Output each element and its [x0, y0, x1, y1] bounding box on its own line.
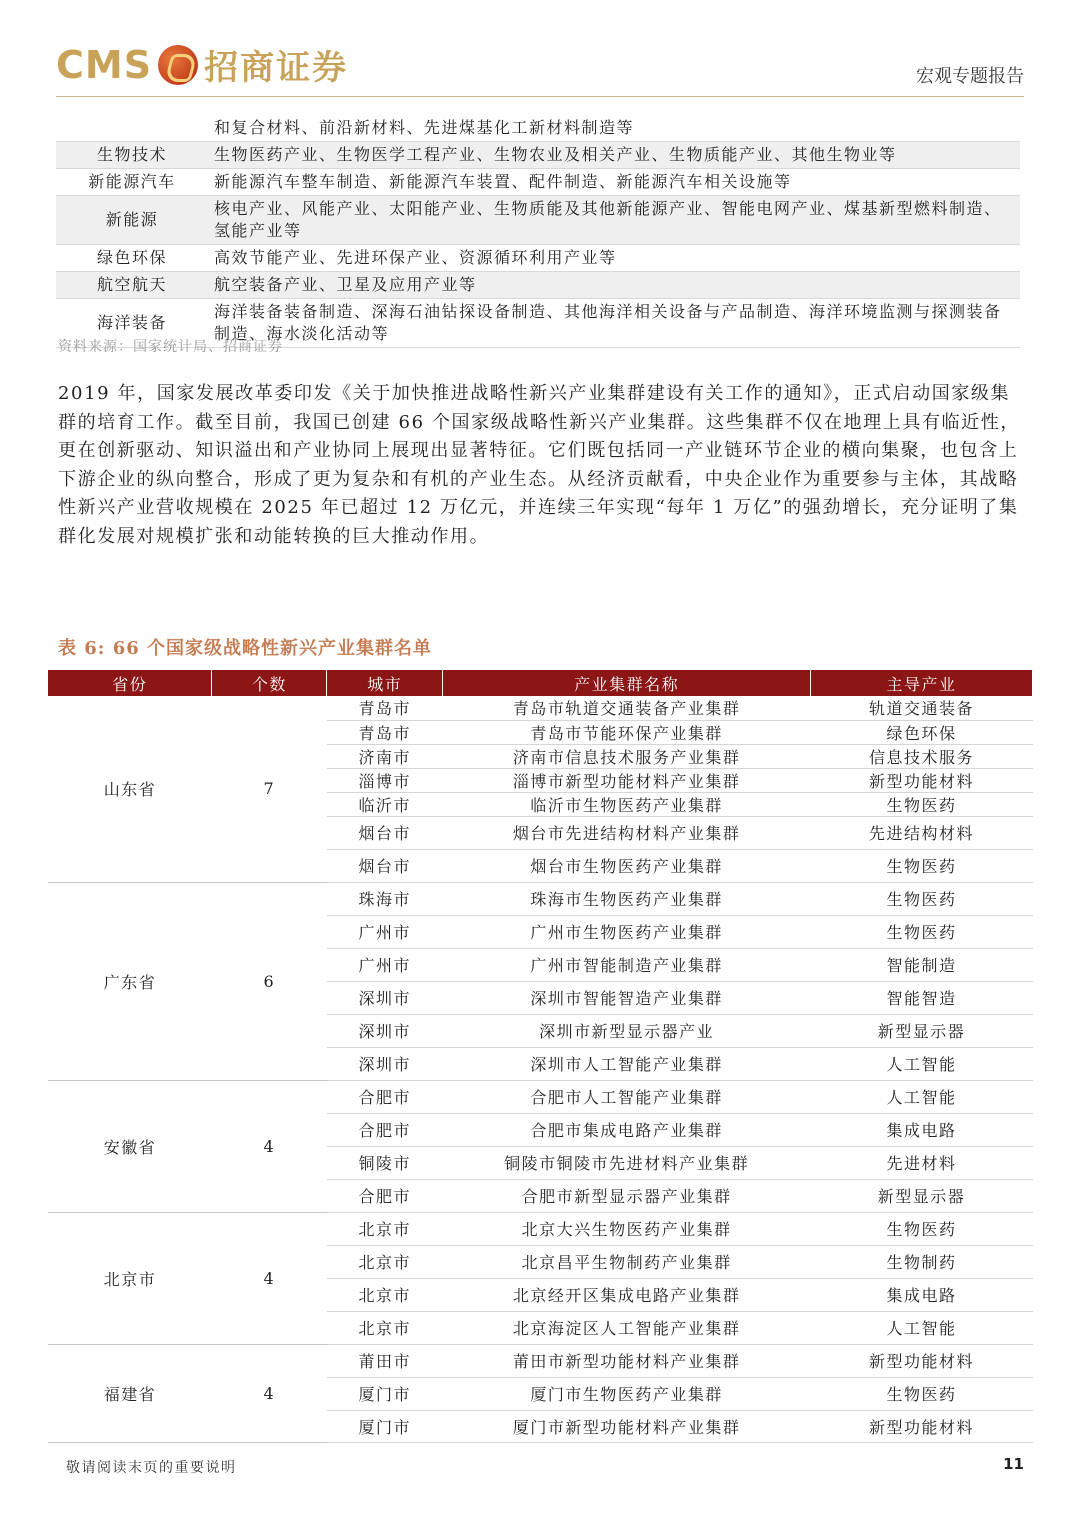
cluster-cell: 淄博市新型功能材料产业集群 — [443, 768, 811, 792]
header-count: 个数 — [212, 670, 327, 696]
category-row — [56, 115, 1020, 142]
table-row — [48, 696, 1033, 720]
industry-cell: 信息技术服务 — [811, 744, 1033, 768]
cluster-cell: 厦门市新型功能材料产业集群 — [443, 1410, 811, 1442]
city-cell: 珠海市 — [327, 882, 443, 915]
province-cell: 北京市 — [48, 1212, 212, 1344]
industry-cell: 集成电路 — [811, 1113, 1033, 1146]
cluster-cell: 北京大兴生物医药产业集群 — [443, 1212, 811, 1245]
cluster-cell: 珠海市生物医药产业集群 — [443, 882, 811, 915]
category-content: 和复合材料、前沿新材料、先进煤基化工新材料制造等 — [208, 115, 1020, 142]
cluster-cell: 合肥市新型显示器产业集群 — [443, 1179, 811, 1212]
industry-cell: 新型功能材料 — [811, 1410, 1033, 1442]
category-content: 新能源汽车整车制造、新能源汽车装置、配件制造、新能源汽车相关设施等 — [208, 169, 1020, 196]
cluster-cell: 青岛市节能环保产业集群 — [443, 720, 811, 744]
province-cell: 广东省 — [48, 882, 212, 1080]
category-content: 海洋装备装备制造、深海石油钻探设备制造、其他海洋相关设备与产品制造、海洋环境监测与探测装备制造、海水淡化活动等 — [208, 299, 1020, 348]
city-cell: 合肥市 — [327, 1113, 443, 1146]
industry-cell: 生物制药 — [811, 1245, 1033, 1278]
industry-cell: 人工智能 — [811, 1080, 1033, 1113]
city-cell: 合肥市 — [327, 1080, 443, 1113]
category-name: 海洋装备 — [56, 299, 208, 348]
category-name: 绿色环保 — [56, 245, 208, 272]
city-cell: 烟台市 — [327, 816, 443, 849]
city-cell: 北京市 — [327, 1311, 443, 1344]
city-cell: 厦门市 — [327, 1377, 443, 1410]
city-cell: 青岛市 — [327, 720, 443, 744]
cluster-cell: 莆田市新型功能材料产业集群 — [443, 1344, 811, 1377]
header-divider — [56, 96, 1024, 97]
count-cell: 4 — [212, 1344, 327, 1442]
cluster-cell: 青岛市轨道交通装备产业集群 — [443, 696, 811, 720]
category-name: 航空航天 — [56, 272, 208, 299]
city-cell: 青岛市 — [327, 696, 443, 720]
cluster-cell: 铜陵市铜陵市先进材料产业集群 — [443, 1146, 811, 1179]
count-cell: 4 — [212, 1080, 327, 1212]
logo-chinese-text: 招商证券 — [204, 48, 349, 88]
industry-cell: 新型功能材料 — [811, 768, 1033, 792]
city-cell: 深圳市 — [327, 1014, 443, 1047]
city-cell: 北京市 — [327, 1278, 443, 1311]
category-name: 新能源 — [56, 196, 208, 245]
header-industry: 主导产业 — [811, 670, 1033, 696]
city-cell: 广州市 — [327, 915, 443, 948]
page-number: 11 — [1003, 1455, 1024, 1473]
city-cell: 铜陵市 — [327, 1146, 443, 1179]
cluster-list-table — [48, 670, 1033, 1443]
count-cell: 4 — [212, 1212, 327, 1344]
cluster-cell: 深圳市人工智能产业集群 — [443, 1047, 811, 1080]
city-cell: 广州市 — [327, 948, 443, 981]
table-row — [48, 1344, 1033, 1377]
header-city: 城市 — [327, 670, 443, 696]
table-row — [48, 882, 1033, 915]
industry-cell: 集成电路 — [811, 1278, 1033, 1311]
category-row — [56, 169, 1020, 196]
province-cell: 福建省 — [48, 1344, 212, 1442]
city-cell: 合肥市 — [327, 1179, 443, 1212]
industry-cell: 生物医药 — [811, 792, 1033, 816]
count-cell: 6 — [212, 882, 327, 1080]
category-row — [56, 196, 1020, 245]
city-cell: 北京市 — [327, 1212, 443, 1245]
cluster-cell: 北京经开区集成电路产业集群 — [443, 1278, 811, 1311]
city-cell: 莆田市 — [327, 1344, 443, 1377]
city-cell: 深圳市 — [327, 1047, 443, 1080]
cluster-cell: 济南市信息技术服务产业集群 — [443, 744, 811, 768]
cluster-cell: 广州市生物医药产业集群 — [443, 915, 811, 948]
category-name — [56, 115, 208, 142]
category-content: 核电产业、风能产业、太阳能产业、生物质能及其他新能源产业、智能电网产业、煤基新型燃料制造、氢能产业等 — [208, 196, 1020, 245]
industry-cell: 人工智能 — [811, 1047, 1033, 1080]
industry-cell: 智能制造 — [811, 948, 1033, 981]
cluster-cell: 合肥市集成电路产业集群 — [443, 1113, 811, 1146]
cluster-cell: 烟台市先进结构材料产业集群 — [443, 816, 811, 849]
industry-cell: 新型功能材料 — [811, 1344, 1033, 1377]
category-content: 高效节能产业、先进环保产业、资源循环利用产业等 — [208, 245, 1020, 272]
category-name: 新能源汽车 — [56, 169, 208, 196]
city-cell: 北京市 — [327, 1245, 443, 1278]
cluster-cell: 深圳市智能智造产业集群 — [443, 981, 811, 1014]
report-type: 宏观专题报告 — [916, 66, 1024, 87]
cluster-cell: 深圳市新型显示器产业 — [443, 1014, 811, 1047]
industry-cell: 生物医药 — [811, 849, 1033, 882]
cluster-cell: 北京海淀区人工智能产业集群 — [443, 1311, 811, 1344]
industry-cell: 新型显示器 — [811, 1014, 1033, 1047]
category-row — [56, 272, 1020, 299]
city-cell: 烟台市 — [327, 849, 443, 882]
city-cell: 济南市 — [327, 744, 443, 768]
industry-cell: 生物医药 — [811, 882, 1033, 915]
industry-cell: 生物医药 — [811, 1377, 1033, 1410]
city-cell: 厦门市 — [327, 1410, 443, 1442]
category-content: 生物医药产业、生物医学工程产业、生物农业及相关产业、生物质能产业、其他生物业等 — [208, 142, 1020, 169]
industry-cell: 人工智能 — [811, 1311, 1033, 1344]
industry-cell: 生物医药 — [811, 915, 1033, 948]
industry-cell: 绿色环保 — [811, 720, 1033, 744]
category-row — [56, 142, 1020, 169]
cluster-cell: 北京昌平生物制药产业集群 — [443, 1245, 811, 1278]
industry-cell: 轨道交通装备 — [811, 696, 1033, 720]
industry-category-table — [56, 115, 1020, 348]
table6-title: 表 6: 66 个国家级战略性新兴产业集群名单 — [58, 638, 433, 659]
body-paragraph: 2019 年，国家发展改革委印发《关于加快推进战略性新兴产业集群建设有关工作的通知》，正式启动国家级集群的培育工作。截至目前，我国已创建 66 个国家级战略性新兴产业集群。这些集群不仅在地理上具有临近性，更在创新驱动、知识溢出和产业协同上展现出显著特征。它们既包括同一产业链环节企业的横向集聚，也包含上下游企业的纵向整合，形成了更为复杂和有机的产业生态。从经济贡献看，中央企业作为重要参与主体，其战略性新兴产业营收规模在 2025 年已超过 12 万亿元，并连续三年实现“每年 1 万亿”的强劲增长，充分证明了集群化发展对规模扩张和动能转换的巨大推动作用。 — [58, 383, 1020, 547]
city-cell: 深圳市 — [327, 981, 443, 1014]
cluster-cell: 厦门市生物医药产业集群 — [443, 1377, 811, 1410]
industry-cell: 先进结构材料 — [811, 816, 1033, 849]
footer-disclaimer: 敬请阅读末页的重要说明 — [66, 1460, 237, 1476]
category-content: 航空装备产业、卫星及应用产业等 — [208, 272, 1020, 299]
header-cluster: 产业集群名称 — [443, 670, 811, 696]
count-cell: 7 — [212, 696, 327, 882]
logo-latin-text: CMS — [56, 42, 153, 87]
page-header — [0, 0, 1080, 100]
province-cell: 安徽省 — [48, 1080, 212, 1212]
cluster-cell: 广州市智能制造产业集群 — [443, 948, 811, 981]
industry-cell: 生物医药 — [811, 1212, 1033, 1245]
logo-emblem-icon — [158, 45, 198, 85]
industry-cell: 先进材料 — [811, 1146, 1033, 1179]
table-row — [48, 1212, 1033, 1245]
company-logo — [56, 40, 348, 89]
city-cell: 淄博市 — [327, 768, 443, 792]
city-cell: 临沂市 — [327, 792, 443, 816]
industry-cell: 智能智造 — [811, 981, 1033, 1014]
industry-cell: 新型显示器 — [811, 1179, 1033, 1212]
cluster-cell: 临沂市生物医药产业集群 — [443, 792, 811, 816]
cluster-cell: 合肥市人工智能产业集群 — [443, 1080, 811, 1113]
category-name: 生物技术 — [56, 142, 208, 169]
cluster-cell: 烟台市生物医药产业集群 — [443, 849, 811, 882]
header-province: 省份 — [48, 670, 212, 696]
table6-header-row — [48, 670, 1033, 696]
table-row — [48, 1080, 1033, 1113]
table-source: 资料来源：国家统计局、招商证券 — [58, 339, 283, 355]
province-cell: 山东省 — [48, 696, 212, 882]
category-row — [56, 245, 1020, 272]
